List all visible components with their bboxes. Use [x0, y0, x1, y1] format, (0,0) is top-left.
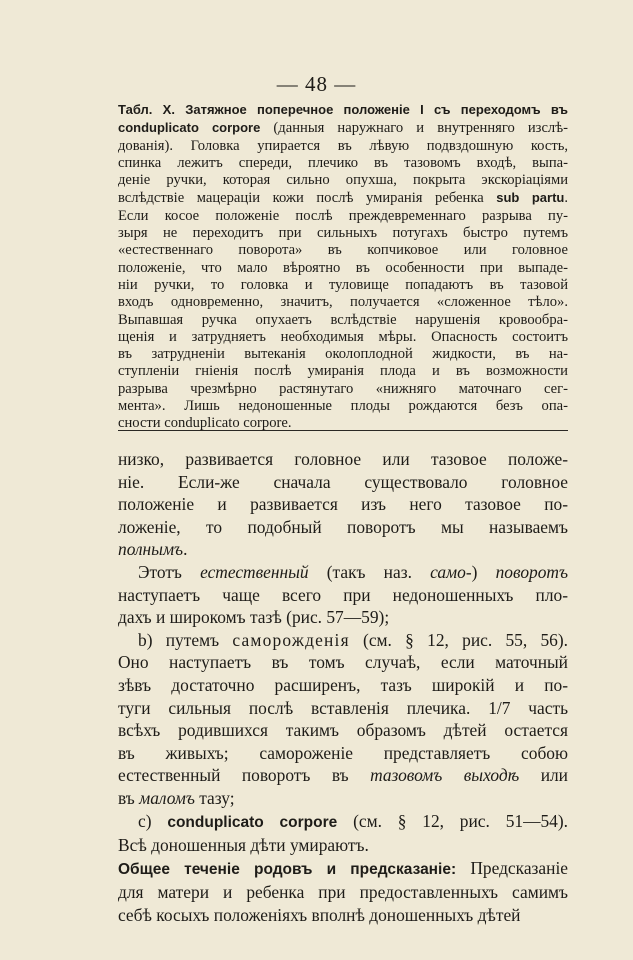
caption-text: Выпавшая ручка опухаетъ вслѣдствіе нарушенія кровообра-	[118, 311, 568, 328]
text-line	[118, 719, 568, 742]
caption-line	[118, 312, 568, 329]
caption-text: зыря не переходитъ при сильныхъ потугахъ быстро путемъ	[118, 225, 568, 242]
text-run: (см. § 12, рис. 51—54).	[337, 810, 568, 831]
caption-line	[118, 277, 568, 294]
caption-line	[118, 260, 568, 277]
caption-line	[118, 363, 568, 380]
text-line	[118, 561, 568, 584]
text-run: всѣхъ родившихся такимъ образомъ дѣтей остается	[118, 720, 568, 741]
text-run: низко, развивается головное или тазовое положе-	[118, 449, 568, 469]
text-line	[118, 787, 568, 810]
caption-text: въ затрудненіи вытеканія околоплодной жидкости, въ на-	[118, 346, 568, 363]
caption-text: сности conduplicato corpore.	[118, 415, 292, 432]
text-run: часть	[510, 697, 568, 718]
text-run: въ	[118, 787, 140, 808]
text-run: естественный	[200, 561, 309, 582]
text-run: )	[471, 561, 496, 582]
text-run: тазу;	[194, 787, 235, 808]
caption-line	[118, 155, 568, 172]
text-run: (такъ наз.	[308, 561, 431, 582]
caption-line	[118, 381, 568, 398]
caption-text: дованія). Головка упирается въ лѣвую подвздошную кость,	[118, 137, 568, 154]
figure-caption	[118, 101, 568, 433]
text-run: c)	[138, 810, 168, 831]
caption-text: ніи ручки, то головка и туловище попадаютъ въ тазовой	[118, 276, 568, 293]
text-line	[118, 742, 568, 765]
text-line	[118, 471, 568, 494]
text-run: естественный поворотъ въ	[118, 765, 371, 786]
caption-text: входъ одновременно, значитъ, получается «сложенное тѣло».	[118, 294, 568, 311]
text-line	[118, 674, 568, 697]
text-run: Всѣ доношенныя дѣти умираютъ.	[118, 835, 369, 856]
text-run: зѣвъ достаточно расширенъ, тазъ широкій и по-	[118, 674, 568, 695]
text-run: дахъ и широкомъ тазѣ (рис. 57—59);	[118, 607, 390, 628]
caption-line	[118, 225, 568, 242]
text-line	[118, 764, 568, 787]
caption-text: conduplicato corpore	[118, 120, 261, 136]
text-run: себѣ косыхъ положеніяхъ вполнѣ доношенныхъ дѣтей	[118, 904, 521, 925]
text-line	[118, 697, 568, 720]
caption-text: sub partu	[496, 190, 565, 206]
caption-line	[118, 189, 568, 207]
caption-line	[118, 119, 568, 137]
text-run: .	[183, 539, 188, 560]
text-run: тазовомъ выходѣ	[370, 765, 520, 786]
text-run: Оно наступаетъ въ томъ случаѣ, если маточный	[118, 652, 568, 673]
caption-text: Если косое положеніе послѣ преждевременнаго разрыва пу-	[118, 207, 568, 224]
text-line	[118, 448, 568, 471]
text-line	[118, 493, 568, 516]
text-run: туги сильныя послѣ вставленія плечика.	[118, 697, 489, 718]
text-run: ложеніе, то подобный поворотъ мы называемъ	[118, 516, 568, 537]
caption-divider	[118, 430, 568, 431]
text-run: Предсказаніе	[456, 857, 568, 878]
text-run: 1/7	[488, 697, 511, 718]
text-line	[118, 810, 568, 835]
text-run: (см. § 12, рис. 55, 56).	[349, 629, 568, 650]
text-run: для матери и ребенка при предоставленныхъ самимъ	[118, 882, 568, 903]
caption-line	[118, 208, 568, 225]
text-run: въ живыхъ; самороженіе представляетъ собою	[118, 742, 568, 763]
caption-text: (данныя наружнаго и внутренняго изслѣ-	[260, 120, 568, 137]
text-run: полнымъ	[118, 539, 184, 560]
text-run: само-	[430, 561, 472, 582]
text-run: b) путемъ	[138, 629, 233, 650]
text-run: Общее теченіе родовъ и предсказаніе:	[118, 860, 457, 878]
text-line	[118, 516, 568, 539]
text-line	[118, 629, 568, 652]
text-line	[118, 857, 568, 882]
text-line	[118, 584, 568, 607]
caption-line	[118, 346, 568, 363]
caption-text: «естественнаго поворота» въ копчиковое или головное	[118, 242, 568, 259]
page-number: — 48 —	[276, 72, 357, 96]
text-run: положеніе и развивается изъ него тазовое по-	[118, 494, 568, 515]
caption-text: деніе ручки, которая сильно опухша, покрыта экскоріаціями	[118, 172, 568, 189]
caption-text: положеніе, что мало вѣроятно въ особенности при выпаде-	[118, 259, 568, 276]
caption-line	[118, 329, 568, 346]
caption-line	[118, 138, 568, 155]
caption-text: спинка лежитъ спереди, плечико въ тазовомъ входѣ, выпа-	[118, 154, 568, 171]
caption-text: Табл. X. Затяжное поперечное положеніе I съ переходомъ въ	[118, 102, 568, 117]
caption-line	[118, 101, 568, 119]
text-run: наступаетъ чаще всего при недоношенныхъ пло-	[118, 584, 568, 605]
text-run: conduplicato corpore	[167, 813, 338, 831]
text-run: или	[519, 765, 568, 786]
text-run: Этотъ	[138, 561, 201, 582]
caption-text: щенія и затрудняетъ необходимыя мѣры. Опасность состоитъ	[118, 328, 568, 345]
caption-line	[118, 172, 568, 189]
text-line	[118, 606, 568, 629]
text-line	[118, 538, 568, 561]
caption-text: разрыва чрезмѣрно растянутаго «нижняго маточнаго сег-	[118, 380, 568, 397]
caption-line	[118, 242, 568, 259]
caption-text: вслѣдствіе мацераціи кожи послѣ умиранія ребенка	[118, 190, 497, 207]
caption-text: ступленіи гніенія послѣ умиранія плода и въ возможности	[118, 363, 568, 380]
text-run: саморожденія	[232, 629, 350, 650]
text-line	[118, 834, 568, 857]
body-text	[118, 448, 568, 926]
text-run: маломъ	[139, 787, 195, 808]
text-line	[118, 881, 568, 904]
caption-text: мента». Лишь недоношенные плоды рождаются безъ опа-	[118, 398, 568, 415]
caption-line	[118, 294, 568, 311]
text-line	[118, 904, 568, 927]
text-run: поворотъ	[495, 561, 568, 582]
text-line	[118, 651, 568, 674]
caption-text: .	[564, 190, 568, 207]
text-run: ніе. Если-же сначала существовало головное	[118, 471, 568, 492]
caption-line	[118, 398, 568, 415]
